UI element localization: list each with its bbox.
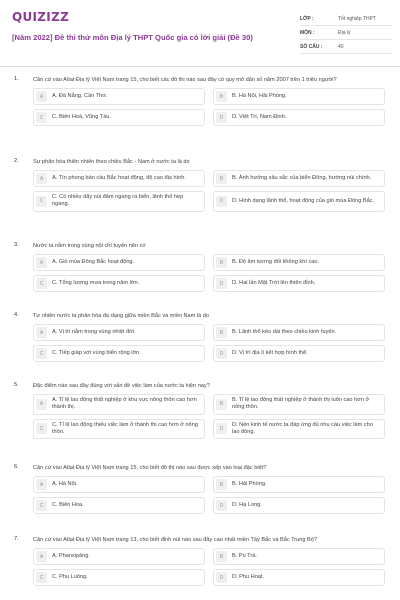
option-text: D. Hai lần Mặt Trời lên thiên đỉnh. — [232, 279, 316, 286]
answer-option-b[interactable] — [213, 170, 385, 187]
option-letter-badge: D — [216, 278, 227, 289]
answer-option-a[interactable] — [33, 548, 205, 565]
meta-row-subject — [300, 26, 392, 40]
option-letter-badge: A — [36, 173, 47, 184]
question-text: Đặc điểm nào sau đây đúng với vấn đề việc làm của nước ta hiện nay? — [33, 383, 210, 389]
answer-options — [33, 548, 388, 586]
option-text: D. Hình dạng lãnh thổ, hoạt động của gió mùa Đông Bắc. — [232, 197, 375, 204]
meta-value: 40 — [338, 43, 344, 50]
meta-value: Tốt nghiệp THPT — [338, 15, 376, 22]
option-text: B. Pu Trà. — [232, 552, 257, 559]
option-letter-badge: C — [36, 348, 47, 359]
question-text: Căn cứ vào Atlat Địa lý Việt Nam trang 15, cho biết đô thị nào sau được xếp vào loại đặc biệt? — [33, 465, 267, 471]
question-number: 5. — [14, 382, 19, 388]
option-text: C. Phu Luông. — [52, 573, 88, 580]
option-text: C. Tỉ lệ lao động thiếu việc làm ở thành thị cao hơn ở nông thôn. — [52, 421, 198, 435]
option-text: C. Tổng lượng mưa trong năm lớn. — [52, 279, 140, 286]
option-letter-badge: B — [216, 173, 227, 184]
meta-row-class — [300, 12, 392, 26]
option-text: A. Vị trí nằm trong vùng nhiệt đới. — [52, 328, 136, 335]
question-text: Sự phân hóa thiên nhiên theo chiều Bắc - Nam ở nước ta là do — [33, 159, 190, 165]
answer-option-b[interactable] — [213, 254, 385, 271]
option-letter-badge: A — [36, 399, 47, 410]
answer-option-b[interactable] — [213, 324, 385, 341]
option-letter-badge: C — [36, 112, 47, 123]
option-text: B. Hà Nội, Hải Phòng. — [232, 92, 287, 99]
option-letter-badge: C — [36, 572, 47, 583]
option-text: D. Hạ Long. — [232, 501, 262, 508]
option-text: A. Gió mùa Đông Bắc hoạt động. — [52, 258, 135, 265]
answer-option-c[interactable] — [33, 191, 205, 212]
option-text: A. Đà Nẵng, Cần Thơ. — [52, 92, 108, 99]
option-text: B. Tỉ lệ lao động thất nghiệp ở thành thị luôn cao hơn ở nông thôn. — [232, 397, 370, 411]
option-letter-badge: C — [36, 423, 47, 434]
answer-option-c[interactable] — [33, 497, 205, 514]
option-letter-badge: D — [216, 500, 227, 511]
answer-option-c[interactable] — [33, 109, 205, 126]
answer-options — [33, 254, 388, 292]
answer-option-a[interactable] — [33, 88, 205, 105]
option-letter-badge: C — [36, 196, 47, 207]
option-text: C. Biên Hoà, Vũng Tàu. — [52, 113, 111, 120]
question-number: 3. — [14, 242, 19, 248]
logo-text: QUIZIZZ — [12, 10, 70, 24]
option-text: A. Tín phong bán cầu Bắc hoạt động, độ cao địa hình. — [52, 174, 186, 181]
answer-option-d[interactable] — [213, 191, 385, 212]
option-letter-badge: B — [216, 91, 227, 102]
option-letter-badge: D — [216, 348, 227, 359]
option-letter-badge: D — [216, 572, 227, 583]
answer-option-a[interactable] — [33, 394, 205, 415]
option-letter-badge: A — [36, 91, 47, 102]
answer-option-d[interactable] — [213, 109, 385, 126]
option-letter-badge: A — [36, 479, 47, 490]
answer-option-a[interactable] — [33, 170, 205, 187]
option-letter-badge: A — [36, 257, 47, 268]
answer-option-d[interactable] — [213, 345, 385, 362]
meta-label: LỚP : — [300, 15, 314, 22]
option-letter-badge: A — [36, 327, 47, 338]
answer-option-a[interactable] — [33, 254, 205, 271]
option-letter-badge: B — [216, 399, 227, 410]
meta-label: SỐ CÂU : — [300, 43, 323, 50]
option-text: B. Lãnh thổ kéo dài theo chiều kinh tuyến. — [232, 328, 337, 335]
answer-options — [33, 88, 388, 126]
question-number: 6. — [14, 464, 19, 470]
question-block — [0, 464, 400, 514]
answer-option-d[interactable] — [213, 569, 385, 586]
answer-option-c[interactable] — [33, 569, 205, 586]
option-text: A. Hà Nội. — [52, 480, 78, 487]
answer-option-a[interactable] — [33, 324, 205, 341]
meta-label: MÔN : — [300, 29, 315, 36]
option-letter-badge: D — [216, 196, 227, 207]
answer-options — [33, 394, 388, 439]
question-block — [0, 242, 400, 292]
option-text: D. Vị trí địa lí kết hợp hình thể. — [232, 349, 308, 356]
option-letter-badge: B — [216, 327, 227, 338]
option-text: A. Tỉ lệ lao động thất nghiệp ở khu vực nông thôn cao hơn thành thị. — [52, 397, 197, 411]
worksheet-meta — [300, 12, 392, 54]
option-text: B. Hải Phòng. — [232, 480, 267, 487]
worksheet-title: [Năm 2022] Đề thi thử môn Địa lý THPT Quốc gia có lời giải (Đề 30) — [12, 33, 253, 42]
question-text: Nước ta nằm trong vùng nội chí tuyến nên có — [33, 243, 146, 249]
question-number: 2. — [14, 158, 19, 164]
option-letter-badge: D — [216, 423, 227, 434]
answer-option-d[interactable] — [213, 497, 385, 514]
option-letter-badge: C — [36, 500, 47, 511]
option-text: B. Ảnh hưởng sâu sắc của biển Đông, hướng núi chính. — [232, 174, 372, 181]
option-text: C. Biên Hoa. — [52, 501, 84, 508]
answer-options — [33, 170, 388, 212]
question-number: 1. — [14, 76, 19, 82]
question-text: Căn cứ vào Atlat Địa lý Việt Nam trang 15, cho biết các đô thị nào sau đây có quy mô dân số năm 2007 trên 1 triệu người? — [33, 77, 337, 83]
option-text: C. Có nhiều dãy núi đâm ngang ra biển, lãnh thổ hẹp ngang. — [52, 194, 184, 208]
option-letter-badge: B — [216, 257, 227, 268]
answer-options — [33, 324, 388, 362]
answer-option-b[interactable] — [213, 394, 385, 415]
option-letter-badge: B — [216, 479, 227, 490]
option-text: C. Tiếp giáp với vùng biển rộng lớn. — [52, 349, 141, 356]
question-block — [0, 536, 400, 586]
question-number: 7. — [14, 536, 19, 542]
answer-option-d[interactable] — [213, 275, 385, 292]
option-letter-badge: A — [36, 551, 47, 562]
header-divider — [0, 66, 400, 67]
option-letter-badge: B — [216, 551, 227, 562]
question-block — [0, 76, 400, 126]
answer-option-a[interactable] — [33, 476, 205, 493]
answer-option-b[interactable] — [213, 88, 385, 105]
option-text: D. Nền kinh tế nước ta đáp ứng đủ nhu cầu việc làm cho lao động. — [232, 421, 373, 435]
question-text: Tự nhiên nước ta phân hóa đa dạng giữa miền Bắc và miền Nam là do — [33, 313, 209, 319]
answer-option-c[interactable] — [33, 275, 205, 292]
question-text: Căn cứ vào Atlat Địa lý Việt Nam trang 13, cho biết đỉnh núi nào sau đây cao nhất miền Tây Bắc và Bắc Trung Bộ? — [33, 537, 318, 543]
question-number: 4. — [14, 312, 19, 318]
question-block — [0, 382, 400, 439]
meta-row-question-count — [300, 40, 392, 54]
question-block — [0, 312, 400, 362]
answer-option-c[interactable] — [33, 345, 205, 362]
option-text: B. Độ ẩm tương đối không khí cao. — [232, 258, 320, 265]
option-text: A. Phanxipăng. — [52, 552, 90, 559]
answer-options — [33, 476, 388, 514]
answer-option-d[interactable] — [213, 419, 385, 440]
meta-value: Địa lý — [338, 29, 351, 36]
option-text: D. Việt Trì, Nam Định. — [232, 113, 287, 120]
question-block — [0, 158, 400, 212]
answer-option-b[interactable] — [213, 548, 385, 565]
answer-option-b[interactable] — [213, 476, 385, 493]
option-letter-badge: D — [216, 112, 227, 123]
option-text: D. Phu Hoạt. — [232, 573, 265, 580]
option-letter-badge: C — [36, 278, 47, 289]
answer-option-c[interactable] — [33, 419, 205, 440]
